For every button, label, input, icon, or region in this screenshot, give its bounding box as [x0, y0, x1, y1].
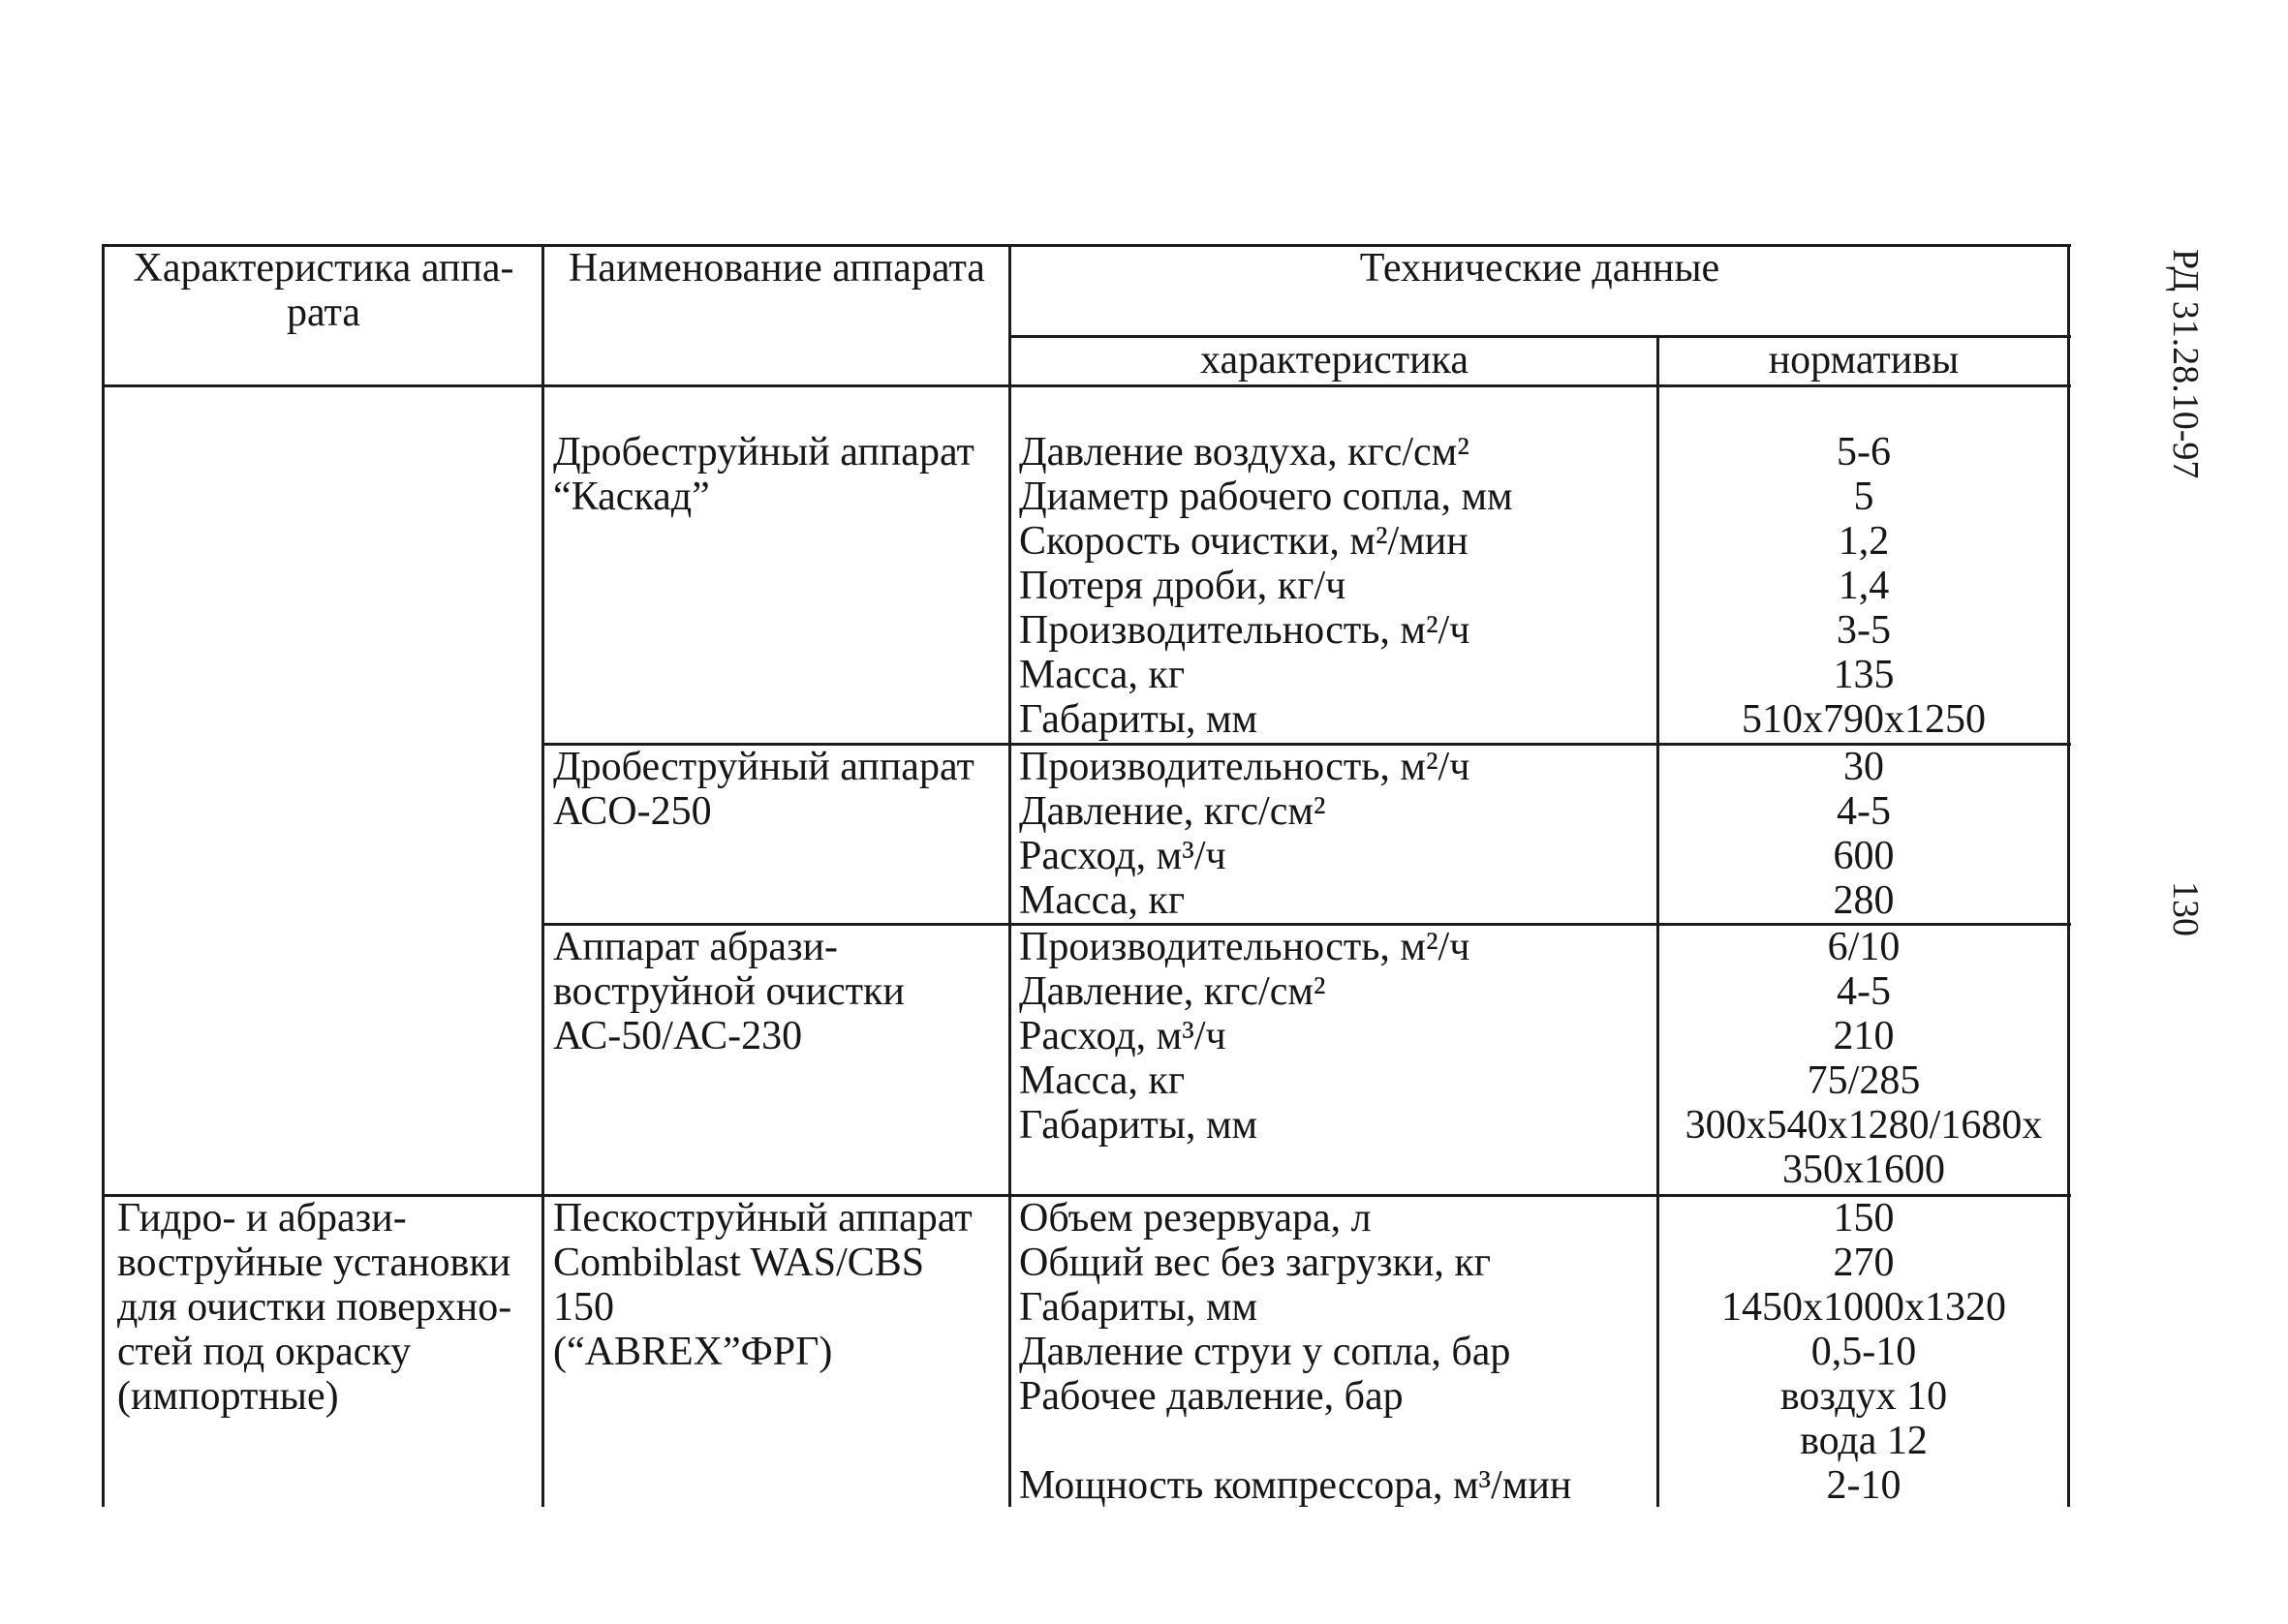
norms-cell — [1659, 745, 2068, 923]
apparatus-name-line: Дробеструйный аппарат — [553, 430, 974, 475]
document-code: РД 31.28.10-97 — [2165, 249, 2206, 479]
apparatus-name-line: Дробеструйный аппарат — [553, 745, 974, 789]
norm-value: 210 — [1833, 1014, 1895, 1058]
norm-value: 1,2 — [1838, 519, 1890, 564]
apparatus-name-cell — [544, 430, 1009, 519]
characteristics-cell — [1011, 430, 1657, 742]
category-line: для очистки поверхно- — [117, 1285, 512, 1330]
table-rule-header-bottom — [103, 384, 2071, 387]
norm-value: 5 — [1853, 475, 1874, 519]
norm-value: 0,5-10 — [1810, 1330, 1917, 1374]
category-line: стей под окраску — [117, 1330, 412, 1374]
norm-value: 6/10 — [1827, 925, 1901, 969]
norm-value: воздух 10 — [1779, 1374, 1948, 1419]
characteristics-cell — [1011, 1196, 1657, 1508]
page-number: 130 — [2165, 881, 2206, 936]
header-line: Наименование аппарата — [569, 246, 985, 291]
norms-cell — [1659, 925, 2068, 1192]
norm-value: 150 — [1833, 1196, 1895, 1241]
characteristic-line: Расход, м³/ч — [1019, 834, 1226, 878]
header-line: нормативы — [1768, 338, 1960, 383]
characteristic-line: Общий вес без загрузки, кг — [1019, 1241, 1491, 1285]
characteristic-line: Давление, кгс/см² — [1019, 789, 1326, 834]
header-line: рата — [286, 291, 361, 335]
apparatus-name-line: “Каскад” — [553, 475, 710, 519]
apparatus-name-line: 150 — [553, 1285, 614, 1330]
norm-value: вода 12 — [1800, 1419, 1928, 1463]
category-cell — [105, 1196, 542, 1419]
norm-value: 1450x1000x1320 — [1721, 1285, 2006, 1330]
subheader-cell-characteristic — [1011, 338, 1657, 383]
characteristics-cell — [1011, 745, 1657, 923]
subheader-cell-norms — [1659, 338, 2068, 383]
norm-value: 135 — [1833, 653, 1895, 697]
characteristic-line: Давление, кгс/см² — [1019, 969, 1326, 1014]
norm-value: 5-6 — [1837, 430, 1891, 475]
line-spacer — [1019, 1419, 1657, 1463]
norm-value: 2-10 — [1826, 1463, 1902, 1508]
header-line: Характеристика аппа- — [133, 246, 514, 291]
apparatus-name-line: АСО-250 — [553, 789, 712, 834]
norm-value: 270 — [1833, 1241, 1895, 1285]
category-line: (импортные) — [117, 1374, 339, 1419]
characteristics-cell — [1011, 925, 1657, 1148]
header-cell-characteristic — [105, 246, 542, 335]
apparatus-name-line: Пескоструйный аппарат — [553, 1196, 973, 1241]
norm-value: 280 — [1833, 878, 1895, 923]
apparatus-name-cell — [544, 1196, 1009, 1374]
header-line: характеристика — [1200, 338, 1469, 383]
characteristic-line: Габариты, мм — [1019, 697, 1258, 742]
apparatus-name-line: Аппарат абрази- — [553, 925, 839, 969]
characteristic-line: Производительность, м²/ч — [1019, 745, 1470, 789]
characteristic-line: Диаметр рабочего сопла, мм — [1019, 475, 1513, 519]
norm-value: 510x790x1250 — [1742, 697, 1986, 742]
characteristic-line: Рабочее давление, бар — [1019, 1374, 1404, 1419]
apparatus-name-line: АС-50/АС-230 — [553, 1014, 803, 1058]
characteristic-line: Объем резервуара, л — [1019, 1196, 1372, 1241]
norm-value: 3-5 — [1837, 608, 1891, 653]
norm-value: 30 — [1843, 745, 1884, 789]
apparatus-name-line: воструйной очистки — [553, 969, 905, 1014]
characteristic-line: Потеря дроби, кг/ч — [1019, 564, 1346, 608]
norm-value: 600 — [1833, 834, 1895, 878]
characteristic-line: Давление струи у сопла, бар — [1019, 1330, 1511, 1374]
norm-value: 4-5 — [1837, 969, 1891, 1014]
norm-value: 1,4 — [1838, 564, 1890, 608]
norm-value: 75/285 — [1807, 1058, 1921, 1103]
characteristic-line: Скорость очистки, м²/мин — [1019, 519, 1469, 564]
category-line: воструйные установки — [117, 1241, 511, 1285]
characteristic-line: Производительность, м²/ч — [1019, 925, 1470, 969]
norms-cell — [1659, 1196, 2068, 1508]
norm-value: 4-5 — [1837, 789, 1891, 834]
characteristic-line: Мощность компрессора, м³/мин — [1019, 1463, 1572, 1508]
characteristic-line: Производительность, м²/ч — [1019, 608, 1470, 653]
apparatus-name-cell — [544, 925, 1009, 1058]
norms-cell — [1659, 430, 2068, 742]
header-cell-technical-data — [1011, 246, 2068, 291]
category-line: Гидро- и абрази- — [117, 1196, 407, 1241]
characteristic-line: Масса, кг — [1019, 653, 1186, 697]
characteristic-line: Масса, кг — [1019, 1058, 1186, 1103]
apparatus-name-line: (“ABREX”ФРГ) — [553, 1330, 833, 1374]
header-line: Технические данные — [1359, 246, 1720, 291]
characteristic-line: Расход, м³/ч — [1019, 1014, 1226, 1058]
characteristic-line: Габариты, мм — [1019, 1103, 1258, 1148]
norm-value: 300x540x1280/1680x — [1685, 1103, 2043, 1148]
apparatus-name-line: Combiblast WAS/CBS — [553, 1241, 925, 1285]
norm-value: 350x1600 — [1782, 1148, 1945, 1192]
characteristic-line: Давление воздуха, кгс/см² — [1019, 430, 1469, 475]
characteristic-line: Масса, кг — [1019, 878, 1186, 923]
apparatus-name-cell — [544, 745, 1009, 834]
header-cell-apparatus-name — [544, 246, 1009, 291]
characteristic-line: Габариты, мм — [1019, 1285, 1258, 1330]
